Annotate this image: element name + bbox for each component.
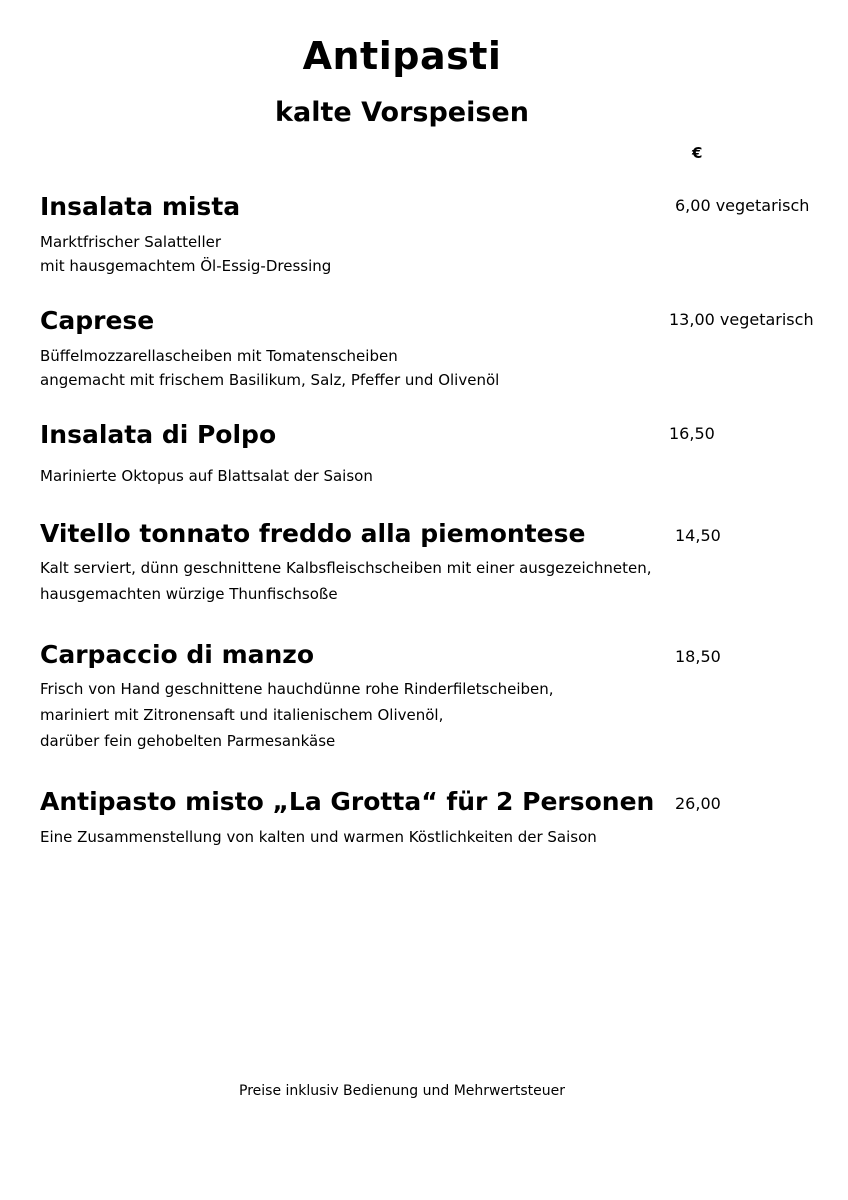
menu-item bbox=[40, 306, 820, 392]
dish-description bbox=[40, 464, 820, 488]
footer-note: Preise inklusiv Bedienung und Mehrwertsteuer bbox=[239, 1083, 565, 1099]
menu-item bbox=[40, 640, 820, 754]
dish-description-line: angemacht mit frischem Basilikum, Salz, Pfeffer und Olivenöl bbox=[40, 371, 500, 389]
page-title: Antipasti bbox=[302, 34, 502, 78]
dish-description-line: Kalt serviert, dünn geschnittene Kalbsfleischscheiben mit einer ausgezeichneten, bbox=[40, 559, 652, 577]
currency-symbol: € bbox=[692, 144, 703, 162]
menu-item bbox=[40, 192, 820, 278]
menu-item bbox=[40, 420, 820, 488]
dish-description bbox=[40, 230, 820, 278]
dish-description bbox=[40, 555, 820, 607]
dish-price: 16,50 bbox=[669, 424, 715, 443]
dish-description-line: hausgemachten würzige Thunfischsoße bbox=[40, 585, 338, 603]
dish-name: Insalata mista bbox=[40, 192, 241, 221]
dish-description-line: Eine Zusammenstellung von kalten und warmen Köstlichkeiten der Saison bbox=[40, 828, 597, 846]
menu-item bbox=[40, 787, 820, 849]
dish-description bbox=[40, 825, 820, 849]
dish-description-line: Büffelmozzarellascheiben mit Tomatenscheiben bbox=[40, 347, 398, 365]
dish-name: Antipasto misto „La Grotta“ für 2 Personen bbox=[40, 787, 655, 816]
dish-name: Vitello tonnato freddo alla piemontese bbox=[40, 519, 586, 548]
dish-description bbox=[40, 344, 820, 392]
dish-name: Carpaccio di manzo bbox=[40, 640, 315, 669]
page-subtitle: kalte Vorspeisen bbox=[275, 97, 529, 128]
menu-item bbox=[40, 519, 820, 607]
dish-description-line: darüber fein gehobelten Parmesankäse bbox=[40, 732, 336, 750]
dish-price: 14,50 bbox=[675, 526, 721, 545]
dish-description-line: Marinierte Oktopus auf Blattsalat der Saison bbox=[40, 467, 373, 485]
dish-description bbox=[40, 676, 820, 754]
dish-name: Caprese bbox=[40, 306, 155, 335]
dish-description-line: Marktfrischer Salatteller bbox=[40, 233, 222, 251]
dish-price: 13,00 vegetarisch bbox=[669, 310, 814, 329]
dish-name: Insalata di Polpo bbox=[40, 420, 277, 449]
dish-price: 18,50 bbox=[675, 647, 721, 666]
dish-description-line: mariniert mit Zitronensaft und italienischem Olivenöl, bbox=[40, 706, 444, 724]
dish-description-line: mit hausgemachtem Öl-Essig-Dressing bbox=[40, 257, 332, 275]
dish-price: 6,00 vegetarisch bbox=[675, 196, 810, 215]
dish-description-line: Frisch von Hand geschnittene hauchdünne rohe Rinderfiletscheiben, bbox=[40, 680, 554, 698]
dish-price: 26,00 bbox=[675, 794, 721, 813]
